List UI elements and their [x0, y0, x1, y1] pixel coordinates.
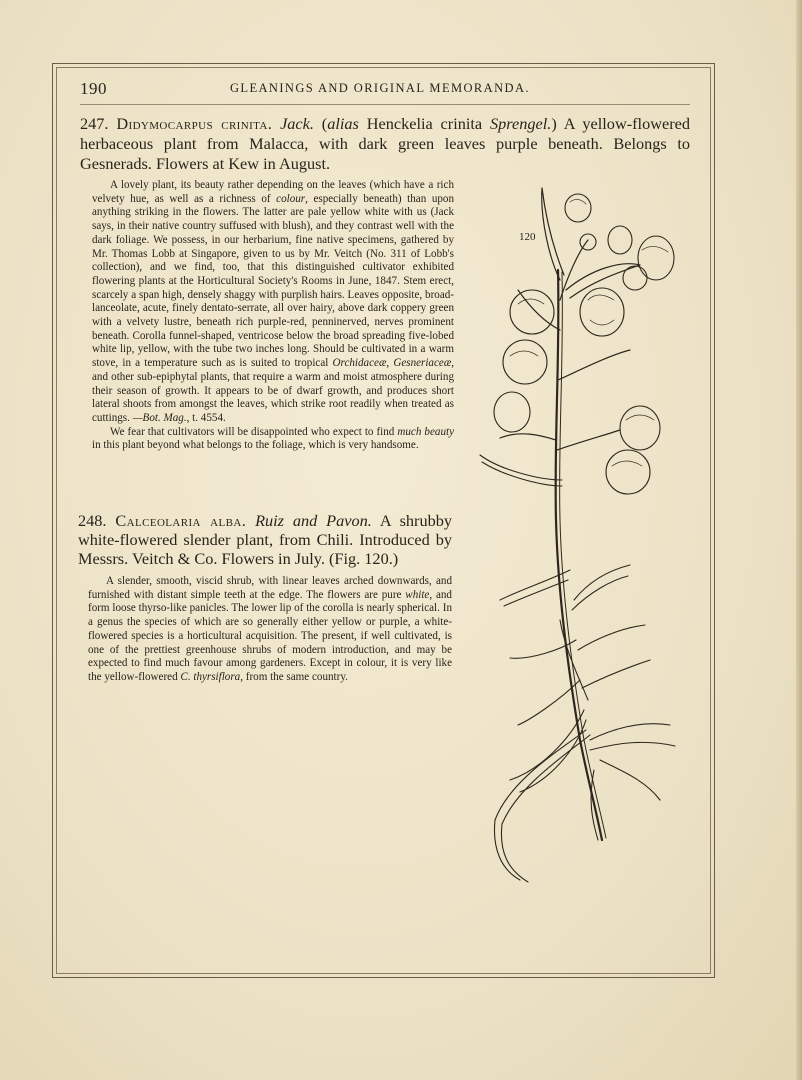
running-head: GLEANINGS AND ORIGINAL MEMORANDA. — [230, 81, 530, 95]
species-authority: Ruiz and Pavon. — [255, 511, 372, 530]
italic-run: Gesneriaceæ — [393, 357, 452, 370]
citation: —Bot. Mag. — [132, 411, 187, 424]
species-name: Didymocarpus crinita. — [116, 114, 273, 133]
figure-label: 120 — [519, 231, 536, 243]
paragraph — [92, 179, 454, 426]
italic-run: white — [405, 588, 430, 601]
text-run: , and other sub-epiphytal plants, that require a warm and moist atmosphere during their season of growth. It appears to be of dwarf growth, and produces short lateral shoots from amongst the leaves, which strike root readily when treated as cuttings. — [92, 357, 455, 424]
header-rule — [80, 104, 690, 105]
flower — [494, 194, 674, 494]
text-run: We fear that cultivators will be disappointed who expect to find — [110, 425, 398, 438]
text-run: A slender, smooth, viscid shrub, with linear leaves arched downwards, and furnished with distant simple teeth at the edge. The flowers are pure — [88, 575, 452, 601]
page-header — [80, 79, 690, 101]
species-authority: Jack. — [280, 114, 314, 133]
paragraph — [92, 426, 454, 453]
text-run: , t. 4554. — [186, 411, 226, 424]
paragraph — [88, 575, 452, 685]
text-run: in this plant beyond what belongs to the foliage, which is very handsome. — [92, 439, 419, 452]
alias-name: Henckelia crinita — [366, 114, 483, 133]
leaf — [542, 188, 564, 280]
entry-248-heading — [78, 511, 452, 568]
calceolaria-illustration — [470, 180, 700, 890]
text-run: , especially beneath) than upon anything striking in the flowers. The latter are pale yellow white with us (Jack says, in their native country suffused with blush), and they contrast well with the dark foliage. We possess, in our herbarium, fine native specimens, gathered by Mr. Thomas Lobb at Singapore, given to us by Mr. Veitch (No. 311 of Lobb's collection), and we find, too, that this distinguished cultivator exhibited flowering plants at the Horticultural Society's Rooms in June, 1847. Stem erect, scarcely a span high, densely shaggy with purplish hairs. Leaves opposite, broad-lanceolate, acute, finely dentato-serrate, all over hairy, above dark coppery green with a velvety lustre, beneath rich purple-red, penninerved, nerves prominent beneath. Corolla funnel-shaped, ventricose below the broad spreading five-lobed white lip, yellow, with the tube two inches long. Should be cultivated in a warm stove, in a temperature such as is suited to tropical — [92, 192, 455, 370]
species-name: Calceolaria alba. — [115, 511, 247, 530]
entry-247-heading — [80, 114, 690, 174]
paren-close: ) — [551, 114, 557, 133]
italic-run: colour — [276, 192, 306, 205]
entry-number: 248. — [78, 511, 107, 530]
entry-247-body — [92, 179, 454, 453]
paren-open: ( — [321, 114, 328, 133]
text-run: A lovely plant, its beauty rather depending on the leaves (which have a rich velvety hue, as well as a richness of — [92, 179, 454, 205]
text-run: , — [386, 357, 394, 370]
entry-description: A yellow-flowered herbaceous plant from Malacca, with dark green leaves purple beneath. Belongs to Gesnerads. Flowers at Kew in August. — [80, 114, 690, 173]
italic-run: Orchidaceæ — [332, 357, 387, 370]
entry-number: 247. — [80, 114, 109, 133]
leaves — [480, 455, 675, 882]
page-edge — [796, 0, 802, 1080]
alias-word: alias — [327, 114, 359, 133]
alias-author: Sprengel. — [490, 114, 552, 133]
stem — [556, 270, 602, 840]
italic-run: much beauty — [397, 425, 454, 438]
entry-description: A shrubby white-flowered slender plant, from Chili. Introduced by Messrs. Veitch & Co. Flowers in July. (Fig. 120.) — [78, 511, 453, 568]
text-run: , from the same country. — [240, 670, 348, 683]
page-number: 190 — [80, 79, 107, 98]
entry-248-body — [88, 575, 452, 685]
text-run: , and form loose thyrso-like panicles. The lower lip of the corolla is nearly spherical. In a genus the species of which are so generally either yellow or purple, a white-flowered species is a horticultural acquisition. The present, if well cultivated, is one of the prettiest greenhouse shrubs of modern introduction, and may be expected to find much favour among gardeners. Except in colour, it is very like the yellow-flowered — [88, 588, 452, 683]
italic-run: C. thyrsiflora — [180, 670, 241, 683]
